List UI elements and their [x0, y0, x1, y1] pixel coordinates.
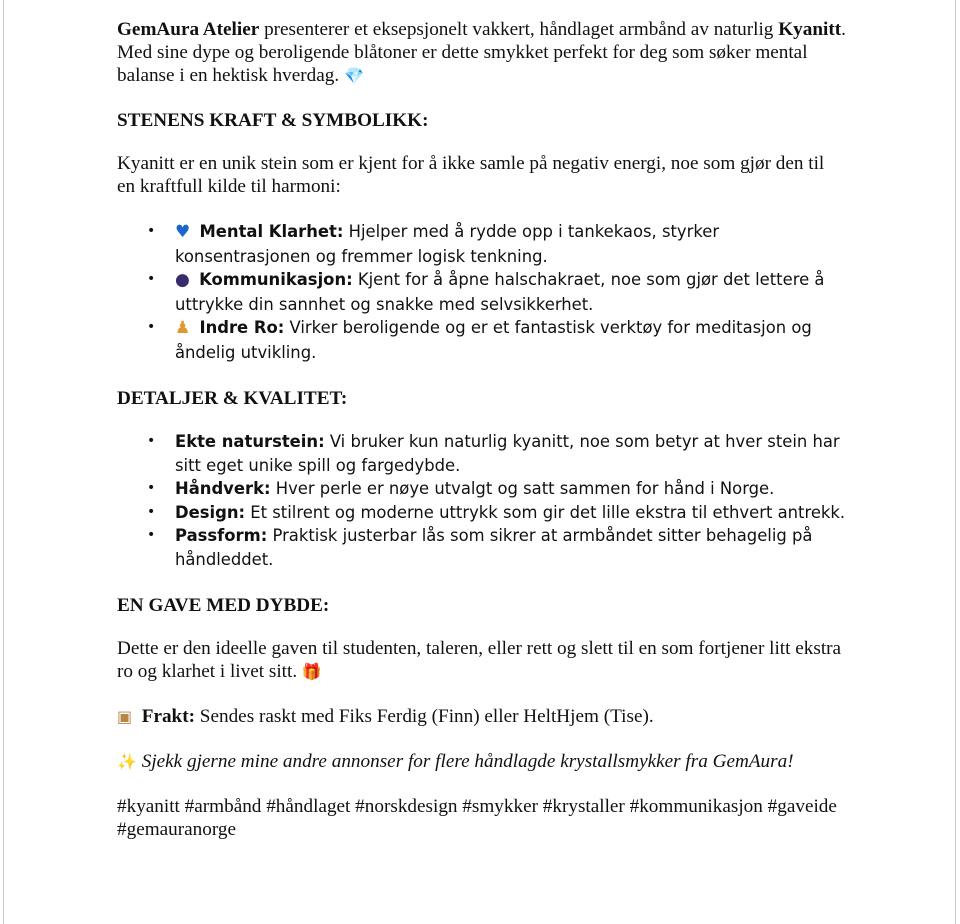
bullet: • — [147, 527, 156, 543]
bullet: • — [147, 433, 156, 449]
list-item — [117, 220, 847, 268]
kraft-list — [117, 220, 847, 364]
page-edge-left — [3, 0, 4, 924]
speaking-head-icon: ● — [175, 270, 190, 290]
list-item-label: Design: — [175, 502, 246, 522]
hashtags: #kyanitt #armbånd #håndlaget #norskdesign #smykker #krystaller #kommunikasjon #gaveide #gemauranorge — [117, 796, 837, 840]
intro-paragraph — [117, 18, 847, 87]
list-item-label: Mental Klarhet: — [199, 222, 344, 241]
list-item-text: Praktisk justerbar lås som sikrer at armbåndet sitter behagelig på håndleddet. — [175, 526, 813, 569]
list-item-text: Et stilrent og moderne uttrykk som gir det lille ekstra til ethvert antrekk. — [245, 502, 846, 522]
list-item-text: Kjent for å åpne halschakraet, noe som gjør det lettere å uttrykke din sannhet og snakke med selvsikkerhet. — [175, 270, 825, 314]
brand-name: GemAura Atelier — [117, 19, 260, 40]
list-item-label: Ekte naturstein: — [175, 432, 325, 451]
section-paragraph-gave — [117, 637, 847, 683]
list-item-label: Kommunikasjon: — [199, 270, 353, 289]
list-item — [117, 477, 847, 501]
list-item-text: Virker beroligende og er et fantastisk verktøy for meditasjon og åndelig utvikling. — [175, 318, 812, 362]
section-heading-kraft: STENENS KRAFT & SYMBOLIKK: — [117, 110, 429, 131]
list-item-text: Vi bruker kun naturlig kyanitt, noe som betyr at hver stein har sitt eget unike spill og fargedybde. — [175, 432, 840, 475]
section-heading-gave: EN GAVE MED DYBDE: — [117, 595, 330, 616]
bullet: • — [147, 271, 156, 287]
promo-paragraph — [117, 750, 847, 773]
section-heading-detaljer: DETALJER & KVALITET: — [117, 388, 348, 409]
list-item — [117, 268, 847, 316]
package-icon: ▣ — [117, 707, 133, 726]
section-paragraph-kraft: Kyanitt er en unik stein som er kjent for å ikke samle på negativ energi, noe som gjør den til en kraftfull kilde til harmoni: — [117, 153, 825, 197]
shipping-label: Frakt: — [141, 706, 195, 727]
gift-icon: 🎁 — [301, 662, 322, 681]
promo-text: Sjekk gjerne mine andre annonser for flere håndlagde krystallsmykker fra GemAura! — [141, 751, 794, 772]
shipping-text: Sendes raskt med Fiks Ferdig (Finn) eller HeltHjem (Tise). — [195, 706, 654, 727]
blue-heart-icon: ♥ — [175, 222, 191, 242]
list-item-label: Håndverk: — [175, 479, 271, 498]
detaljer-list — [117, 430, 847, 571]
bullet: • — [147, 319, 156, 335]
bullet: • — [147, 223, 156, 239]
list-item-label: Passform: — [175, 526, 268, 545]
list-item-text: Hver perle er nøye utvalgt og satt sammen for hånd i Norge. — [270, 479, 775, 498]
sparkles-icon: ✨ — [117, 752, 137, 771]
list-item — [117, 316, 847, 364]
list-item — [117, 501, 847, 525]
page-edge-right — [955, 0, 956, 924]
list-item-text: Hjelper med å rydde opp i tankekaos, styrker konsentrasjonen og fremmer logisk tenkning. — [175, 222, 720, 266]
meditation-icon: ♟ — [175, 318, 191, 338]
intro-text-2: . Med sine dype og beroligende blåtoner er dette smykket perfekt for deg som søker mental balanse i en hektisk hverdag. — [117, 19, 846, 86]
bullet: • — [147, 480, 156, 496]
shipping-paragraph — [117, 705, 847, 728]
gem-icon: 💎 — [343, 66, 364, 85]
list-item — [117, 524, 847, 571]
intro-text-1: presenterer et eksepsjonelt vakkert, håndlaget armbånd av naturlig — [259, 19, 779, 40]
bullet: • — [147, 503, 156, 520]
list-item-label: Indre Ro: — [199, 318, 285, 337]
gave-text: Dette er den ideelle gaven til studenten, taleren, eller rett og slett til en som fortjener litt ekstra ro og klarhet i livet sitt. — [117, 638, 842, 682]
stone-name: Kyanitt — [778, 19, 842, 40]
document-body — [117, 18, 847, 841]
list-item — [117, 430, 847, 477]
